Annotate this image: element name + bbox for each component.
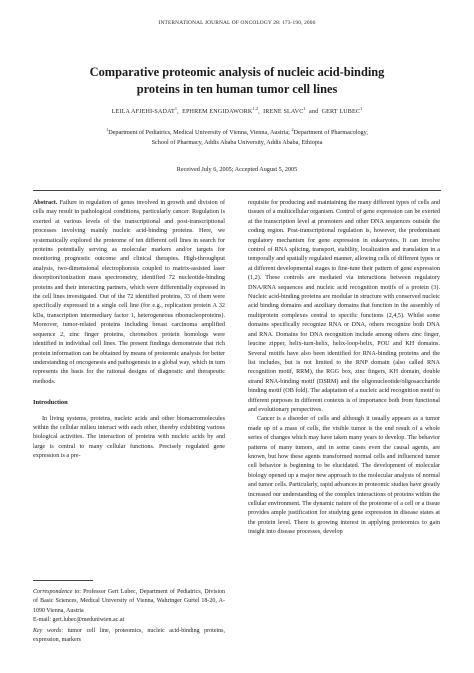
abstract [33, 199, 225, 387]
keywords-text: : tumor cell line, proteomics, nucleic acid-binding proteins, expression, markers [33, 628, 226, 644]
title-line-1: Comparative proteomic analysis of nucleic acid-binding [89, 65, 385, 79]
correspondence-text: : Professor Gert Lubec, Department of Pediatrics, Division of Basic Sciences, Medical University of Vienna, Wahringer Gurtel 18-20, A-1090 Vienna, Austria [33, 589, 225, 614]
body-paragraph-2: Cancer is a disorder of cells and although it usually appears as a tumor made up of a mass of cells, the visible tumor is the end result of a whole series of changes which may have taken many years to develop. The behavior patterns of many tumors, and in some cases even the causal agents, are known, but how these agents transformed normal cells and influenced tumor cell behavior is beginning to be elucidated. The development of molecular biology opened up a major new approach to the molecular analysis of normal and tumor cells. Particularly, rapid advances in proteomic studies have greatly increased our understanding of the complex interactions of proteins within the cellular environment. The dynamic nature of the proteome of a cell or a tissue provides ample justification for studying gene expression in disease states at the protein level. There is growing interest in applying proteomics to gain insight into disease processes, develop [248, 416, 441, 536]
left-column [33, 199, 225, 462]
footnote-divider [33, 580, 93, 581]
author-list [20, 106, 454, 116]
author-1: LEILA AFJEHI-SADAT$^1$, [111, 106, 183, 116]
affiliation-line-1: $^1$Department of Pediatrics, Medical University of Vienna, Vienna, Austria; $^2$Department of Pharmacology, [106, 126, 368, 136]
title-line-2: proteins in ten human tumor cell lines [136, 82, 338, 96]
abstract-text: Failure in regulation of genes involved in growth and division of cells may result in pathological conditions, particularly cancer. Regulation is exerted at various levels of the transcriptional and post-transcriptional processes involving mainly nucleic acid-binding proteins. Here, we systematically explored the proteome of ten different cell lines in search for proteins potentially serving as molecular markers and/or targets for monitoring prognostic outcome and clinical therapies. High-throughput analysis, two-dimensional electrophoresis coupled to matrix-assisted laser desorption/ionization mass spectrometry, identified 72 nucleotide-binding proteins and their interacting partners, which were differentially expressed in the cell lines investigated. Out of the 72 identified proteins, 33 of them were specifically expressed in a single cell line (for e.g., replication protein A 32 kDa, transcription intermediary factor 1, heterogeneous ribonucleoproteins). Moreover, tumor-related proteins including breast carcinoma amplified sequence 2, zinc finger proteins, chromobox protein homologs were identified in individual cell lines. The present findings demonstrate that rich protein information can be obtained by means of proteomic analysis for better understanding of oncogenesis and pathogenesis in a global way, which in turn represents the basis for the rational designs of diagnostic and therapeutic methods. [33, 200, 225, 385]
keywords-footnote [33, 627, 225, 646]
email-address: E-mail: gert.lubec@meduniwien.ac.at [33, 616, 125, 623]
author-2: EPHREM ENGIDAWORK$^{1,2}$, [182, 106, 264, 116]
correspondence-footnote [33, 588, 225, 625]
introduction-paragraph: In living systems, proteins, nucleic acids and other biomacromolecules within the cellular milieu interact with each other, thereby exhibiting various biological activities. The interaction of proteins with nucleic acids by and large is central to many cellular functions. Precisely regulated gene expression is a pre- [33, 415, 225, 460]
body-paragraph-1: requisite for producing and maintaining the many different types of cells and tissues of a multicellular organism. Control of gene expression can be exerted at the transcription level at promoters and other DNA sequences outside the coding region. Post-transcriptional regulation is, however, the predominant regulatory mechanism for gene expression in eukaryotes. It can involve control of RNA splicing, transport, stability, localization and translation in a temporally and spatially regulated manner, allowing cells of different types or at different developmental stages to fine-tune their pattern of gene expression (1,2). These controls are mediated via interactions between regulatory DNA/RNA sequences and nucleic acid recognition motifs of a protein (3). Nucleic acid-binding proteins are modular in structure with conserved nucleic acid binding domains and auxiliary domains that function in the assembly of multiprotein complexes central to specific functions (2,4,5). Whilst some domains specifically recognize RNA or DNA, others recognize both DNA and RNA. Domains for DNA recognition include among others zinc finger, leucine zipper, helix-turn-helix, helix-loop-helix, POU and KH domains. Several motifs have also been identified for RNA-binding proteins and the list includes, but is not limited to the RNP domain (also called RNA recognition motif, RRM), the RGG box, zinc fingers, KH domain, double strand RNA-binding motif (DSRM) and the oligonucleotide/oligosaccharide binding motif (OB fold). The adaptation of a nucleic acid recognition motif to different purposes in different contexts is of importance both from functional and evolutionary perspectives. [248, 200, 440, 413]
received-dates: Received July 6, 2005; Accepted August 5, 2005 [176, 166, 298, 173]
journal-header: INTERNATIONAL JOURNAL OF ONCOLOGY 28: 173-190, 2006 [158, 20, 316, 26]
right-column [248, 199, 440, 538]
introduction-heading: Introduction [33, 399, 68, 407]
affiliation-line-2: School of Pharmacy, Addis Ababa University, Addis Ababa, Ethiopia [151, 139, 323, 146]
affiliations [30, 128, 444, 148]
header-divider [33, 190, 441, 191]
author-3: IRENE SLAVC$^1$ and [263, 106, 322, 116]
keywords-label: Key words [33, 628, 62, 634]
correspondence-label: Correspondence to [33, 589, 80, 595]
abstract-label: Abstract. [33, 200, 58, 206]
article-title [40, 64, 434, 98]
author-4: GERT LUBEC$^1$ [321, 106, 363, 116]
